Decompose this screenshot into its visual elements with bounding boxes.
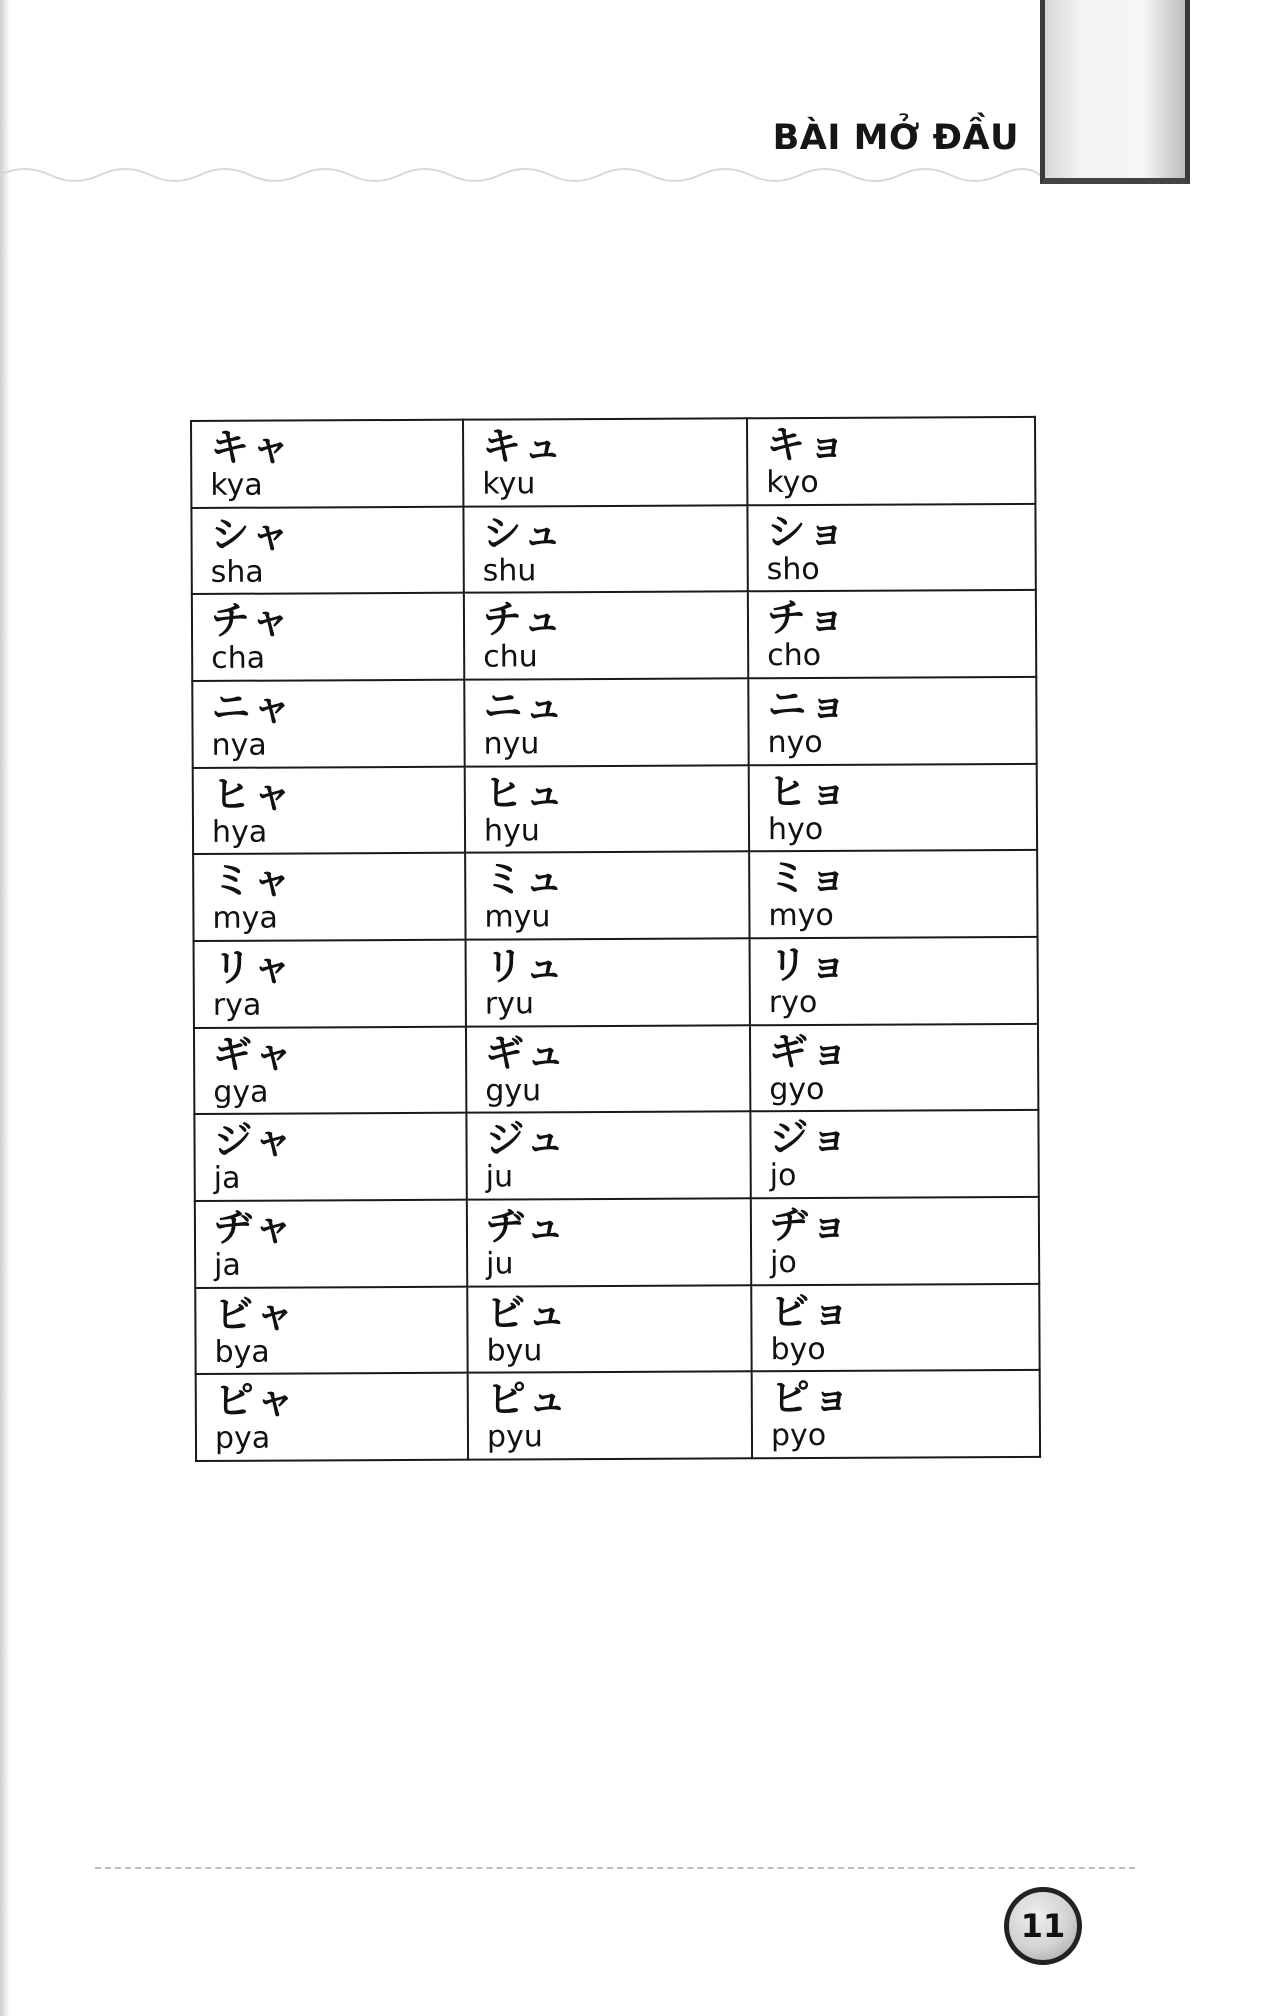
table-cell <box>750 937 1038 1025</box>
table-row <box>193 763 1037 854</box>
kana-text: ニャ <box>211 685 294 731</box>
kana-text: リュ <box>484 944 566 990</box>
romaji-text: cho <box>767 638 822 674</box>
table-cell <box>748 677 1036 765</box>
romaji-text: myu <box>484 899 551 935</box>
kana-text: ジャ <box>213 1118 295 1165</box>
kana-text: ミュ <box>484 857 566 903</box>
table-cell <box>194 1026 466 1114</box>
kana-text: ニョ <box>767 682 850 729</box>
romaji-text: jo <box>770 1244 797 1281</box>
romaji-text: ryu <box>484 986 535 1022</box>
kana-text: ピョ <box>770 1375 853 1422</box>
romaji-text: sho <box>766 551 820 587</box>
table-cell <box>464 592 748 680</box>
kana-text: ヒョ <box>767 769 850 815</box>
romaji-text: byu <box>486 1332 543 1369</box>
romaji-text: chu <box>483 639 538 675</box>
romaji-text: hyo <box>767 811 824 847</box>
header-wave-divider <box>0 155 1040 195</box>
romaji-text: pyu <box>486 1419 543 1455</box>
kana-text: ギャ <box>212 1032 296 1078</box>
table-row <box>194 937 1038 1028</box>
kana-text: チュ <box>482 597 564 643</box>
kana-text: ビュ <box>486 1290 569 1337</box>
kana-text: リャ <box>212 945 294 991</box>
romaji-text: gya <box>213 1074 269 1110</box>
table-cell <box>468 1371 752 1459</box>
table-cell <box>195 1286 467 1374</box>
kana-text: ビョ <box>770 1289 853 1335</box>
table-row <box>193 850 1037 941</box>
table-cell <box>752 1370 1040 1458</box>
table-cell <box>466 938 750 1026</box>
kana-text: ヂュ <box>485 1204 567 1250</box>
kana-text: ギョ <box>768 1029 852 1075</box>
romaji-text: gyo <box>769 1071 825 1107</box>
kana-text: ジュ <box>485 1117 567 1163</box>
table-cell <box>463 418 747 506</box>
table-cell <box>747 504 1035 592</box>
kana-text: リョ <box>768 942 850 989</box>
romaji-text: kyu <box>482 466 536 502</box>
table-cell <box>750 1023 1038 1111</box>
kana-text: シュ <box>482 510 564 557</box>
table-cell <box>751 1283 1039 1371</box>
table-row <box>195 1283 1039 1374</box>
table-cell <box>466 1025 750 1113</box>
kana-text: チャ <box>210 598 292 645</box>
footer-divider <box>95 1867 1135 1869</box>
table-cell <box>192 593 464 681</box>
table-cell <box>467 1198 751 1286</box>
romaji-text: ja <box>213 1161 241 1197</box>
romaji-text: pyo <box>770 1418 827 1454</box>
kana-text: ジョ <box>769 1116 851 1162</box>
table-row <box>194 1023 1038 1114</box>
romaji-text: sha <box>210 554 264 590</box>
table-cell <box>465 765 749 853</box>
kana-text: ミャ <box>212 858 294 905</box>
table-cell <box>191 506 463 594</box>
kana-text: ピュ <box>486 1377 569 1423</box>
kana-text: ミョ <box>768 856 850 902</box>
table-cell <box>194 1113 466 1201</box>
chapter-thumb-tab <box>1040 0 1190 184</box>
table-cell <box>193 853 465 941</box>
romaji-text: gyu <box>485 1072 542 1109</box>
romaji-text: ja <box>214 1247 241 1283</box>
table-cell <box>465 852 749 940</box>
romaji-text: kyo <box>766 464 819 501</box>
romaji-text: rya <box>212 987 262 1023</box>
kana-text: ヂョ <box>769 1202 851 1249</box>
table-cell <box>196 1373 468 1461</box>
table-cell <box>467 1285 751 1373</box>
table-cell <box>464 678 748 766</box>
table-cell <box>748 590 1036 678</box>
romaji-text: nyo <box>767 724 823 761</box>
romaji-text: ju <box>485 1159 514 1195</box>
page-number-badge: 11 <box>1004 1887 1082 1965</box>
romaji-text: hya <box>211 814 268 850</box>
table-cell <box>747 417 1035 505</box>
romaji-text: mya <box>212 900 278 937</box>
kana-text: キュ <box>482 424 565 470</box>
table-cell <box>191 420 463 508</box>
table-row <box>196 1370 1040 1461</box>
romaji-text: shu <box>482 552 537 589</box>
romaji-text: cha <box>211 640 266 677</box>
kana-text: ピャ <box>214 1378 297 1425</box>
kana-text: ヂャ <box>213 1205 295 1251</box>
kana-text: シャ <box>210 512 292 558</box>
table-row <box>194 1110 1038 1201</box>
romaji-text: hyu <box>483 812 540 849</box>
table-cell <box>194 940 466 1028</box>
kana-text: ギュ <box>484 1030 568 1077</box>
table-cell <box>463 505 747 593</box>
kana-text: ショ <box>766 509 848 555</box>
romaji-text: pya <box>214 1420 271 1457</box>
table-cell <box>466 1112 750 1200</box>
table-cell <box>751 1197 1039 1285</box>
romaji-text: ryo <box>768 984 818 1021</box>
romaji-text: jo <box>769 1158 797 1194</box>
romaji-text: bya <box>214 1334 270 1370</box>
kana-text: キャ <box>210 425 293 471</box>
kana-text: キョ <box>766 422 849 469</box>
table-row <box>191 417 1035 508</box>
kana-table-wrapper <box>190 416 1039 1462</box>
table-cell <box>192 680 464 768</box>
kana-table-body <box>191 417 1040 1461</box>
kana-text: ビャ <box>214 1292 297 1338</box>
table-row <box>192 590 1036 681</box>
table-cell <box>193 766 465 854</box>
page-spine-shadow <box>0 0 10 2016</box>
kana-text: ニュ <box>483 684 566 730</box>
table-cell <box>195 1200 467 1288</box>
kana-text: ヒャ <box>211 772 294 818</box>
romaji-text: myo <box>768 898 834 934</box>
table-row <box>192 677 1036 768</box>
table-row <box>195 1197 1039 1288</box>
kana-text: チョ <box>766 596 848 642</box>
romaji-text: byo <box>770 1331 826 1367</box>
chapter-title: BÀI MỞ ĐẦU <box>772 118 1019 158</box>
romaji-text: nya <box>211 727 267 763</box>
table-row <box>191 504 1035 595</box>
romaji-text: ju <box>486 1246 514 1282</box>
table-cell <box>749 850 1037 938</box>
kana-text: ヒュ <box>483 770 566 817</box>
table-cell <box>749 763 1037 851</box>
romaji-text: nyu <box>483 726 540 762</box>
katakana-combination-table <box>190 416 1041 1462</box>
romaji-text: kya <box>210 467 263 503</box>
table-cell <box>750 1110 1038 1198</box>
